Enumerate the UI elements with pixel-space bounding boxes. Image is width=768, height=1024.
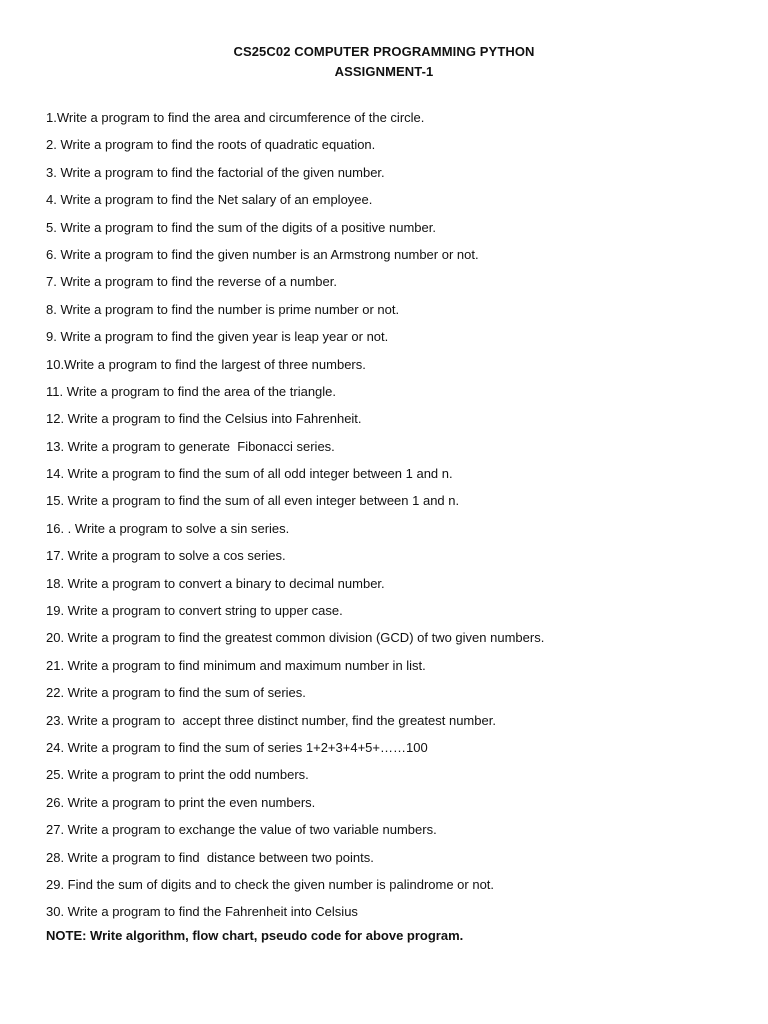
- assignment-item: 6. Write a program to find the given number is an Armstrong number or not.: [46, 246, 479, 262]
- assignment-item: 25. Write a program to print the odd numbers.: [46, 767, 309, 783]
- assignment-item: 2. Write a program to find the roots of quadratic equation.: [46, 137, 376, 153]
- document-header: [0, 42, 768, 82]
- assignment-item: 5. Write a program to find the sum of the digits of a positive number.: [46, 219, 436, 235]
- assignment-item: 7. Write a program to find the reverse of a number.: [46, 274, 337, 290]
- assignment-item: 12. Write a program to find the Celsius into Fahrenheit.: [46, 411, 362, 427]
- assignment-item: 30. Write a program to find the Fahrenheit into Celsius: [46, 904, 358, 920]
- assignment-item: 27. Write a program to exchange the value of two variable numbers.: [46, 822, 437, 838]
- assignment-item: 17. Write a program to solve a cos series.: [46, 548, 286, 564]
- assignment-item: 21. Write a program to find minimum and maximum number in list.: [46, 657, 426, 673]
- assignment-item: 3. Write a program to find the factorial of the given number.: [46, 164, 385, 180]
- note-text: NOTE: Write algorithm, flow chart, pseudo code for above program.: [46, 928, 464, 943]
- assignment-item: 23. Write a program to accept three distinct number, find the greatest number.: [46, 712, 496, 728]
- assignment-item: 14. Write a program to find the sum of all odd integer between 1 and n.: [46, 466, 453, 482]
- course-title: CS25C02 COMPUTER PROGRAMMING PYTHON: [233, 44, 535, 59]
- assignment-item: 13. Write a program to generate Fibonacci series.: [46, 438, 335, 454]
- assignment-item: 10.Write a program to find the largest of three numbers.: [46, 356, 366, 372]
- assignment-item: 15. Write a program to find the sum of all even integer between 1 and n.: [46, 493, 460, 509]
- assignment-item: 9. Write a program to find the given year is leap year or not.: [46, 329, 389, 345]
- assignment-list: [46, 104, 746, 926]
- assignment-item: 19. Write a program to convert string to upper case.: [46, 603, 343, 619]
- assignment-item: 18. Write a program to convert a binary to decimal number.: [46, 575, 385, 591]
- assignment-item: 22. Write a program to find the sum of series.: [46, 685, 306, 701]
- assignment-item: 11. Write a program to find the area of the triangle.: [46, 383, 337, 399]
- assignment-item: 26. Write a program to print the even numbers.: [46, 794, 316, 810]
- assignment-item: 4. Write a program to find the Net salary of an employee.: [46, 192, 373, 208]
- assignment-item: 28. Write a program to find distance between two points.: [46, 849, 374, 865]
- assignment-item: 24. Write a program to find the sum of series 1+2+3+4+5+……100: [46, 739, 428, 755]
- assignment-item: 16. . Write a program to solve a sin series.: [46, 520, 290, 536]
- assignment-item: 1.Write a program to find the area and circumference of the circle.: [46, 110, 425, 125]
- assignment-item: 8. Write a program to find the number is prime number or not.: [46, 301, 400, 317]
- assignment-item: 20. Write a program to find the greatest common division (GCD) of two given numbers.: [46, 630, 545, 646]
- assignment-title: ASSIGNMENT-1: [334, 64, 434, 79]
- assignment-item: 29. Find the sum of digits and to check the given number is palindrome or not.: [46, 876, 495, 892]
